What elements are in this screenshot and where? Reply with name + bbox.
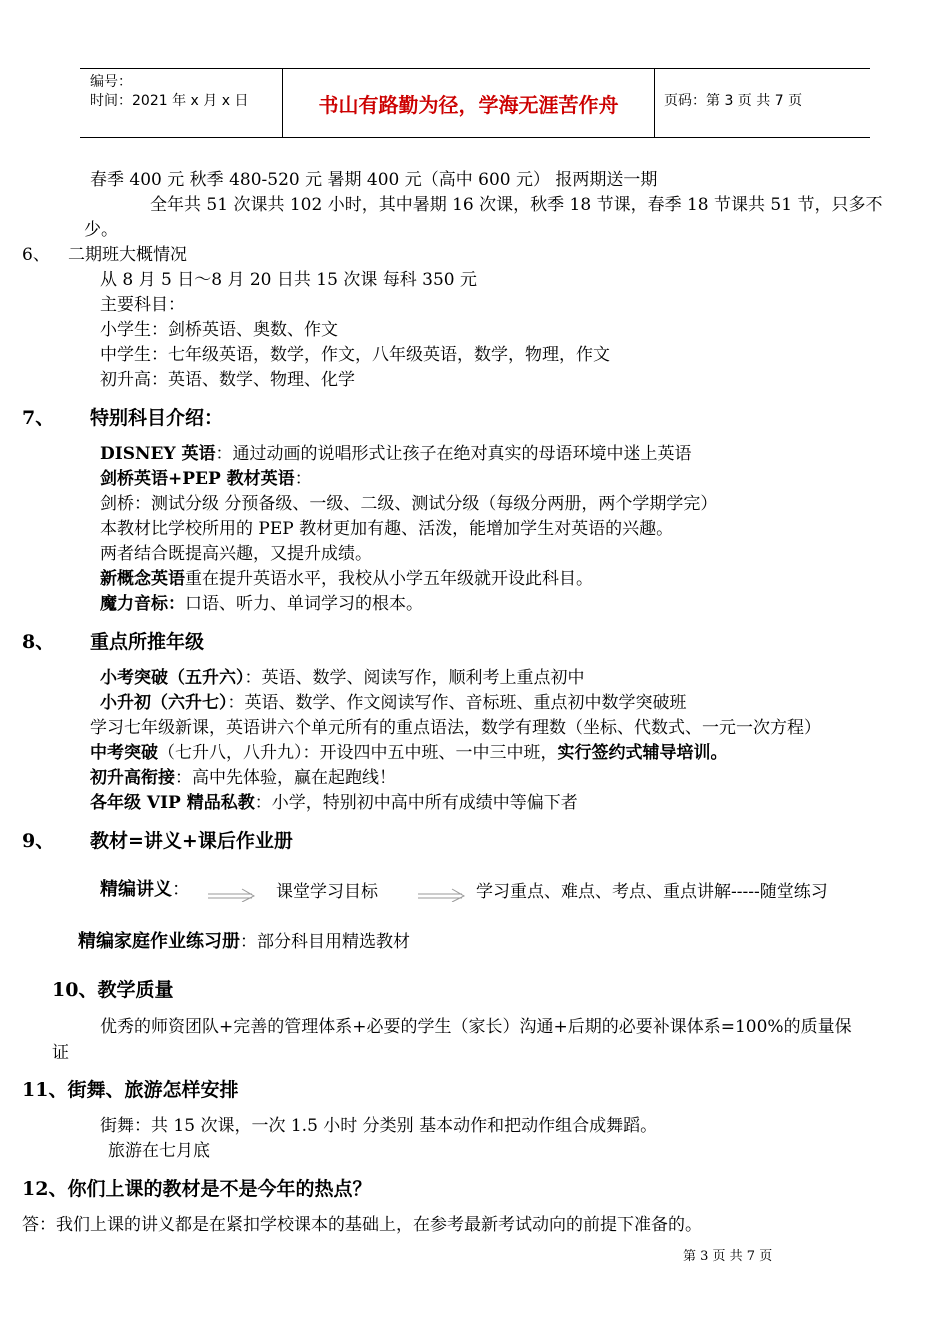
paragraph: [90, 793, 578, 813]
term-label: 各年级 VIP 精品私教: [90, 793, 255, 813]
term-label: 精编讲义: [100, 879, 172, 900]
header-number: 编号：: [90, 74, 132, 90]
term-text: ：: [294, 469, 312, 489]
header-page-number: 页码：第 3 页 共 7 页: [664, 93, 803, 109]
paragraph: [90, 768, 396, 788]
paragraph: 旅游在七月底: [108, 1141, 210, 1161]
paragraph: 剑桥：测试分级 分预备级、一级、二级、测试分级（每级分两册，两个学期学完）: [100, 494, 718, 514]
section-title: 二期班大概情况: [68, 245, 187, 265]
paragraph: [100, 668, 585, 688]
paragraph: 两者结合既提高兴趣，又提升成绩。: [100, 544, 372, 564]
section-title: 重点所推年级: [90, 631, 205, 653]
section-title: 特别科目介绍：: [90, 407, 224, 429]
page-header: [80, 68, 870, 138]
arrow-right-icon: [418, 886, 466, 902]
header-date: 时间：2021 年 x 月 x 日: [90, 93, 249, 109]
term-text: 重在提升英语水平，我校从小学五年级就开设此科目。: [185, 569, 593, 589]
paragraph: 学习七年级新课，英语讲六个单元所有的重点语法，数学有理数（坐标、代数式、一元一次方程）: [90, 718, 821, 738]
paragraph: 初升高：英语、数学、物理、化学: [100, 370, 355, 390]
paragraph: [78, 930, 410, 954]
fees-line: 少。: [84, 220, 118, 240]
fees-line: 全年共 51 次课共 102 小时，其中暑期 16 次课，秋季 18 节课，春季 18 节课共 51 节，只多不: [150, 195, 883, 215]
paragraph: [100, 444, 692, 464]
flow-step: 课堂学习目标: [276, 882, 378, 902]
paragraph: [100, 569, 593, 589]
term-label: 新概念英语: [100, 569, 185, 589]
term-text: （七升八，八升九）：开设四中五中班、一中三中班，: [158, 743, 558, 763]
term-label: 初升高衔接: [90, 768, 175, 788]
section-number: 8、: [22, 631, 55, 653]
paragraph: 从 8 月 5 日～8 月 20 日共 15 次课 每科 350 元: [100, 270, 478, 290]
term-label: DISNEY 英语: [100, 444, 216, 464]
paragraph: [100, 594, 423, 614]
term-text: ：英语、数学、阅读写作，顺利考上重点初中: [244, 668, 585, 688]
term-text: 口语、听力、单词学习的根本。: [185, 594, 423, 614]
paragraph: [100, 693, 687, 713]
term-text: ：英语、数学、作文阅读写作、音标班、重点初中数学突破班: [227, 693, 687, 713]
term-label: 精编家庭作业练习册: [78, 931, 240, 952]
arrow-right-icon: [208, 886, 256, 902]
section-number: 6、: [22, 245, 50, 265]
paragraph: [100, 469, 312, 489]
section-title: 教材=讲义+课后作业册: [90, 830, 293, 852]
term-text: ：高中先体验，赢在起跑线！: [175, 768, 396, 788]
header-divider: [654, 69, 655, 137]
paragraph: 中学生：七年级英语，数学，作文，八年级英语，数学，物理，作文: [100, 345, 610, 365]
paragraph: 优秀的师资团队+完善的管理体系+必要的学生（家长）沟通+后期的必要补课体系=100%的质量保: [100, 1017, 852, 1037]
term-label: 小升初（六升七）: [100, 693, 228, 713]
header-motto: 书山有路勤为径，学海无涯苦作舟: [318, 92, 619, 117]
footer-page-number: 第 3 页 共 7 页: [683, 1249, 773, 1264]
section-number: 7、: [22, 407, 55, 429]
term-label: 中考突破: [90, 743, 158, 763]
paragraph: 证: [52, 1043, 69, 1063]
term-text: ：: [172, 879, 190, 900]
term-label: 剑桥英语+PEP 教材英语: [100, 469, 295, 489]
term-text: ：部分科目用精选教材: [240, 932, 410, 952]
header-meta: [90, 73, 248, 111]
paragraph: 主要科目：: [100, 295, 185, 315]
paragraph: [100, 878, 190, 902]
section-number: 9、: [22, 830, 55, 852]
section-title: 11、街舞、旅游怎样安排: [22, 1079, 239, 1101]
paragraph: 街舞：共 15 次课，一次 1.5 小时 分类别 基本动作和把动作组合成舞蹈。: [100, 1116, 658, 1136]
section-title: 12、你们上课的教材是不是今年的热点？: [22, 1178, 372, 1200]
flow-step: 学习重点、难点、考点、重点讲解-----随堂练习: [476, 882, 828, 902]
term-text: ：小学，特别初中高中所有成绩中等偏下者: [254, 793, 578, 813]
term-emphasis: 实行签约式辅导培训。: [557, 743, 728, 763]
paragraph: 小学生：剑桥英语、奥数、作文: [100, 320, 338, 340]
term-label: 小考突破（五升六）: [100, 668, 245, 688]
answer-text: 答：我们上课的讲义都是在紧扣学校课本的基础上，在参考最新考试动向的前提下准备的。: [22, 1215, 702, 1235]
section-title: 10、教学质量: [52, 979, 174, 1001]
paragraph: [90, 743, 728, 763]
term-text: ：通过动画的说唱形式让孩子在绝对真实的母语环境中迷上英语: [215, 444, 692, 464]
fees-line: 春季 400 元 秋季 480-520 元 暑期 400 元（高中 600 元） 报两期送一期: [90, 170, 658, 190]
term-label: 魔力音标：: [100, 594, 185, 614]
paragraph: 本教材比学校所用的 PEP 教材更加有趣、活泼，能增加学生对英语的兴趣。: [100, 519, 674, 539]
